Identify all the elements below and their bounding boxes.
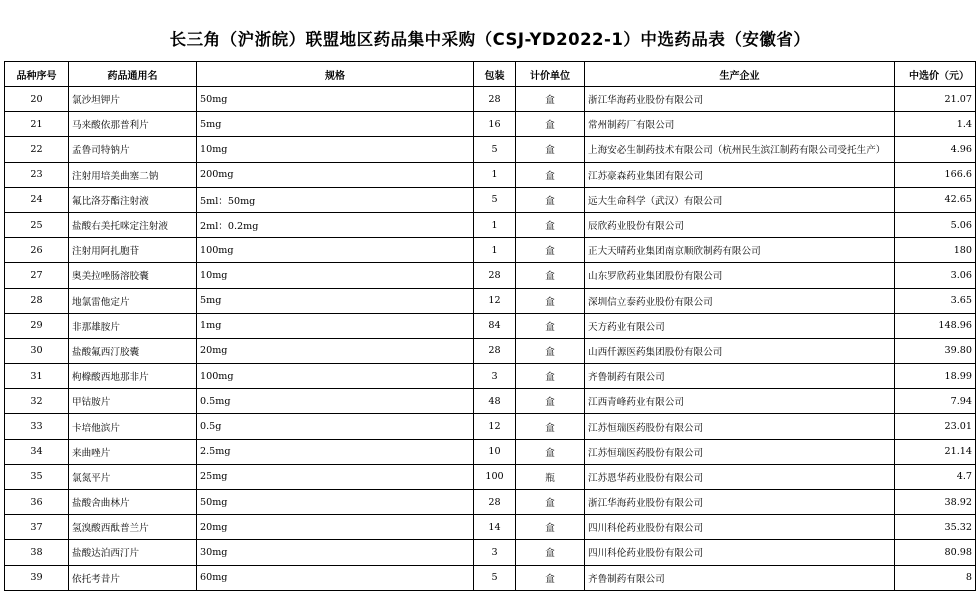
cell-pack: 12 [474, 288, 516, 313]
cell-maker: 辰欣药业股份有限公司 [585, 212, 895, 237]
cell-spec: 2.5mg [197, 439, 474, 464]
cell-maker: 常州制药厂有限公司 [585, 112, 895, 137]
cell-spec: 10mg [197, 263, 474, 288]
cell-name: 氯氮平片 [69, 464, 197, 489]
table-row [5, 490, 976, 515]
cell-name: 盐酸舍曲林片 [69, 490, 197, 515]
table-row [5, 238, 976, 263]
cell-unit: 盒 [516, 565, 585, 590]
header-unit: 计价单位 [516, 62, 585, 87]
cell-unit: 盒 [516, 288, 585, 313]
table-row [5, 464, 976, 489]
cell-unit: 盒 [516, 238, 585, 263]
cell-pack: 28 [474, 338, 516, 363]
cell-price: 23.01 [895, 414, 976, 439]
table-row [5, 338, 976, 363]
table-row [5, 112, 976, 137]
cell-price: 39.80 [895, 338, 976, 363]
table-body [5, 87, 976, 591]
cell-no: 36 [5, 490, 69, 515]
cell-pack: 28 [474, 87, 516, 112]
cell-pack: 28 [474, 263, 516, 288]
cell-name: 注射用培美曲塞二钠 [69, 162, 197, 187]
cell-no: 28 [5, 288, 69, 313]
drug-table [4, 61, 976, 591]
cell-pack: 3 [474, 364, 516, 389]
cell-no: 39 [5, 565, 69, 590]
cell-maker: 江苏豪森药业集团有限公司 [585, 162, 895, 187]
cell-pack: 1 [474, 162, 516, 187]
cell-unit: 盒 [516, 490, 585, 515]
cell-no: 26 [5, 238, 69, 263]
cell-pack: 3 [474, 540, 516, 565]
cell-price: 180 [895, 238, 976, 263]
cell-pack: 14 [474, 515, 516, 540]
cell-unit: 盒 [516, 313, 585, 338]
cell-no: 30 [5, 338, 69, 363]
cell-spec: 20mg [197, 515, 474, 540]
header-spec: 规格 [197, 62, 474, 87]
cell-price: 35.32 [895, 515, 976, 540]
cell-unit: 盒 [516, 137, 585, 162]
cell-spec: 50mg [197, 490, 474, 515]
cell-no: 34 [5, 439, 69, 464]
cell-unit: 盒 [516, 187, 585, 212]
cell-maker: 正大天晴药业集团南京顺欣制药有限公司 [585, 238, 895, 263]
cell-unit: 盒 [516, 414, 585, 439]
cell-name: 依托考昔片 [69, 565, 197, 590]
cell-name: 甲钴胺片 [69, 389, 197, 414]
page-title: 长三角（沪浙皖）联盟地区药品集中采购（CSJ-YD2022-1）中选药品表（安徽省） [169, 30, 811, 49]
cell-no: 37 [5, 515, 69, 540]
table-row [5, 389, 976, 414]
cell-name: 氢溴酸西酞普兰片 [69, 515, 197, 540]
cell-price: 8 [895, 565, 976, 590]
table-row [5, 288, 976, 313]
cell-unit: 盒 [516, 338, 585, 363]
cell-no: 23 [5, 162, 69, 187]
cell-maker: 四川科伦药业股份有限公司 [585, 540, 895, 565]
cell-maker: 天方药业有限公司 [585, 313, 895, 338]
table-row [5, 364, 976, 389]
cell-price: 38.92 [895, 490, 976, 515]
cell-name: 盐酸达泊西汀片 [69, 540, 197, 565]
cell-no: 29 [5, 313, 69, 338]
cell-unit: 盒 [516, 212, 585, 237]
cell-pack: 48 [474, 389, 516, 414]
cell-name: 枸橼酸西地那非片 [69, 364, 197, 389]
cell-price: 21.14 [895, 439, 976, 464]
cell-spec: 20mg [197, 338, 474, 363]
header-name: 药品通用名 [69, 62, 197, 87]
table-row [5, 187, 976, 212]
cell-spec: 10mg [197, 137, 474, 162]
table-row [5, 515, 976, 540]
cell-spec: 25mg [197, 464, 474, 489]
cell-price: 4.7 [895, 464, 976, 489]
cell-pack: 84 [474, 313, 516, 338]
cell-price: 80.98 [895, 540, 976, 565]
cell-name: 马来酸依那普利片 [69, 112, 197, 137]
table-row [5, 565, 976, 590]
cell-no: 22 [5, 137, 69, 162]
table-row [5, 137, 976, 162]
cell-maker: 浙江华海药业股份有限公司 [585, 490, 895, 515]
cell-pack: 1 [474, 212, 516, 237]
cell-no: 33 [5, 414, 69, 439]
table-row [5, 162, 976, 187]
cell-price: 148.96 [895, 313, 976, 338]
cell-spec: 100mg [197, 364, 474, 389]
cell-unit: 盒 [516, 389, 585, 414]
cell-price: 3.06 [895, 263, 976, 288]
cell-unit: 盒 [516, 263, 585, 288]
header-no: 品种序号 [5, 62, 69, 87]
cell-spec: 0.5mg [197, 389, 474, 414]
cell-spec: 5mg [197, 288, 474, 313]
cell-maker: 山西仟源医药集团股份有限公司 [585, 338, 895, 363]
cell-no: 31 [5, 364, 69, 389]
cell-pack: 12 [474, 414, 516, 439]
cell-name: 注射用阿扎胞苷 [69, 238, 197, 263]
header-pack: 包装 [474, 62, 516, 87]
cell-no: 35 [5, 464, 69, 489]
cell-spec: 1mg [197, 313, 474, 338]
cell-pack: 16 [474, 112, 516, 137]
cell-no: 24 [5, 187, 69, 212]
cell-name: 氯沙坦钾片 [69, 87, 197, 112]
cell-maker: 四川科伦药业股份有限公司 [585, 515, 895, 540]
cell-pack: 1 [474, 238, 516, 263]
cell-price: 42.65 [895, 187, 976, 212]
cell-name: 地氯雷他定片 [69, 288, 197, 313]
cell-spec: 200mg [197, 162, 474, 187]
cell-no: 38 [5, 540, 69, 565]
cell-maker: 山东罗欣药业集团股份有限公司 [585, 263, 895, 288]
table-row [5, 414, 976, 439]
header-price: 中选价（元） [895, 62, 976, 87]
cell-no: 27 [5, 263, 69, 288]
cell-pack: 28 [474, 490, 516, 515]
cell-pack: 10 [474, 439, 516, 464]
cell-name: 卡培他滨片 [69, 414, 197, 439]
cell-spec: 5mg [197, 112, 474, 137]
cell-maker: 江苏恒瑞医药股份有限公司 [585, 414, 895, 439]
cell-spec: 30mg [197, 540, 474, 565]
cell-maker: 浙江华海药业股份有限公司 [585, 87, 895, 112]
cell-price: 4.96 [895, 137, 976, 162]
cell-spec: 0.5g [197, 414, 474, 439]
cell-maker: 江苏恩华药业股份有限公司 [585, 464, 895, 489]
cell-spec: 2ml：0.2mg [197, 212, 474, 237]
cell-pack: 5 [474, 187, 516, 212]
cell-unit: 瓶 [516, 464, 585, 489]
table-header-row [5, 62, 976, 87]
cell-maker: 江西青峰药业有限公司 [585, 389, 895, 414]
cell-no: 20 [5, 87, 69, 112]
cell-name: 非那雄胺片 [69, 313, 197, 338]
cell-price: 166.6 [895, 162, 976, 187]
cell-price: 3.65 [895, 288, 976, 313]
cell-maker: 上海安必生制药技术有限公司（杭州民生滨江制药有限公司受托生产） [585, 137, 895, 162]
cell-spec: 50mg [197, 87, 474, 112]
cell-price: 21.07 [895, 87, 976, 112]
cell-unit: 盒 [516, 540, 585, 565]
cell-spec: 100mg [197, 238, 474, 263]
cell-no: 25 [5, 212, 69, 237]
cell-unit: 盒 [516, 112, 585, 137]
cell-pack: 5 [474, 565, 516, 590]
table-row [5, 87, 976, 112]
cell-name: 盐酸右美托咪定注射液 [69, 212, 197, 237]
header-maker: 生产企业 [585, 62, 895, 87]
cell-name: 盐酸氟西汀胶囊 [69, 338, 197, 363]
table-row [5, 313, 976, 338]
cell-unit: 盒 [516, 439, 585, 464]
table-row [5, 540, 976, 565]
cell-maker: 远大生命科学（武汉）有限公司 [585, 187, 895, 212]
cell-name: 氟比洛芬酯注射液 [69, 187, 197, 212]
cell-unit: 盒 [516, 515, 585, 540]
cell-pack: 5 [474, 137, 516, 162]
cell-spec: 5ml：50mg [197, 187, 474, 212]
cell-name: 孟鲁司特钠片 [69, 137, 197, 162]
cell-unit: 盒 [516, 364, 585, 389]
cell-price: 5.06 [895, 212, 976, 237]
cell-no: 21 [5, 112, 69, 137]
cell-name: 奥美拉唑肠溶胶囊 [69, 263, 197, 288]
cell-maker: 齐鲁制药有限公司 [585, 565, 895, 590]
cell-price: 7.94 [895, 389, 976, 414]
cell-unit: 盒 [516, 87, 585, 112]
cell-maker: 江苏恒瑞医药股份有限公司 [585, 439, 895, 464]
cell-pack: 100 [474, 464, 516, 489]
cell-price: 18.99 [895, 364, 976, 389]
cell-unit: 盒 [516, 162, 585, 187]
cell-name: 来曲唑片 [69, 439, 197, 464]
cell-maker: 齐鲁制药有限公司 [585, 364, 895, 389]
cell-spec: 60mg [197, 565, 474, 590]
table-row [5, 212, 976, 237]
table-row [5, 439, 976, 464]
cell-price: 1.4 [895, 112, 976, 137]
cell-maker: 深圳信立泰药业股份有限公司 [585, 288, 895, 313]
cell-no: 32 [5, 389, 69, 414]
table-row [5, 263, 976, 288]
